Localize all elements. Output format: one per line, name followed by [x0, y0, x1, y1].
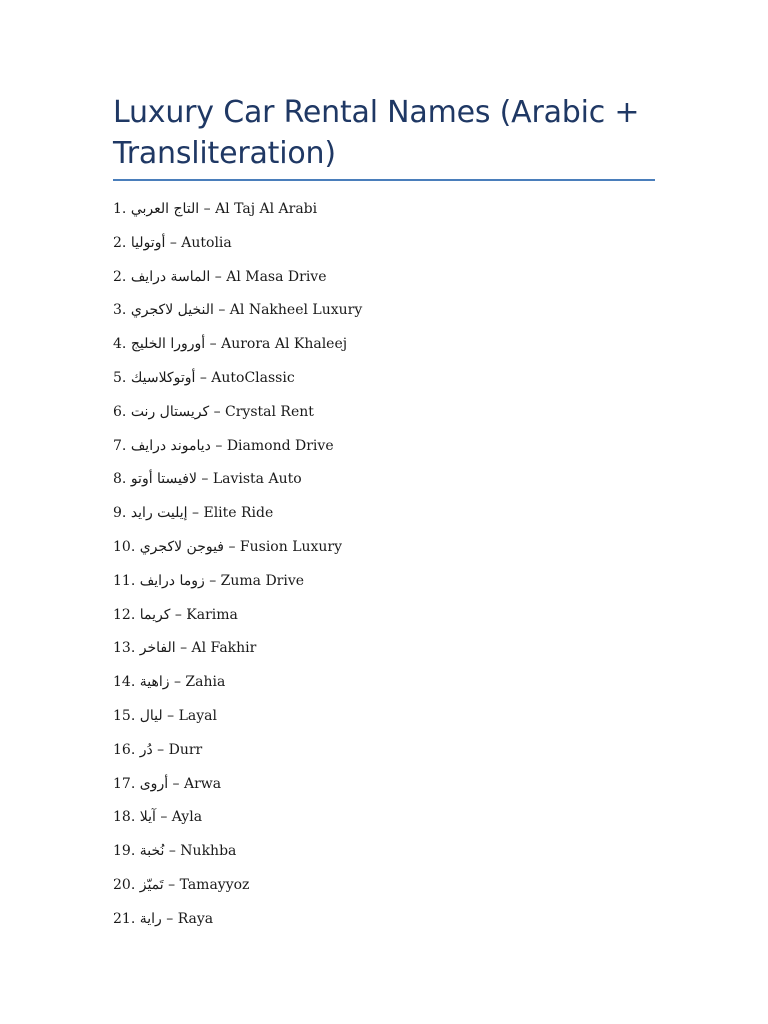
- item-number: 16.: [113, 741, 136, 758]
- arabic-name: لافيستا أوتو: [130, 471, 197, 488]
- item-number: 2.: [113, 234, 127, 251]
- arabic-name: زاهية: [139, 674, 170, 691]
- dash-separator: –: [174, 606, 182, 623]
- item-number: 2.: [113, 268, 127, 285]
- list-item: [113, 740, 655, 774]
- arabic-name: الفاخر: [139, 640, 176, 657]
- transliteration: Karima: [186, 606, 238, 623]
- dash-separator: –: [167, 707, 175, 724]
- dash-separator: –: [201, 471, 209, 488]
- transliteration: Arwa: [184, 775, 222, 792]
- arabic-name: كريما: [139, 606, 171, 623]
- dash-separator: –: [209, 572, 217, 589]
- dash-separator: –: [157, 741, 165, 758]
- list-item: [113, 503, 655, 537]
- arabic-name: إيليت رايد: [130, 505, 188, 522]
- item-number: 14.: [113, 674, 136, 691]
- dash-separator: –: [172, 775, 180, 792]
- document-page: [113, 92, 655, 943]
- transliteration: Raya: [177, 910, 214, 927]
- dash-separator: –: [213, 403, 221, 420]
- arabic-name: أوتوكلاسيك: [130, 369, 196, 386]
- list-item: [113, 605, 655, 639]
- arabic-name: كريستال رنت: [130, 403, 210, 420]
- list-item: [113, 300, 655, 334]
- transliteration: Al Masa Drive: [226, 268, 327, 285]
- transliteration: Tamayyoz: [179, 876, 250, 893]
- dash-separator: –: [228, 538, 236, 555]
- item-number: 8.: [113, 471, 127, 488]
- item-number: 21.: [113, 910, 136, 927]
- list-item: [113, 672, 655, 706]
- dash-separator: –: [166, 910, 174, 927]
- arabic-name: ليال: [139, 707, 163, 724]
- dash-separator: –: [180, 640, 188, 657]
- item-number: 19.: [113, 843, 136, 860]
- transliteration: Durr: [168, 741, 203, 758]
- item-number: 17.: [113, 775, 136, 792]
- item-number: 3.: [113, 302, 127, 319]
- item-number: 10.: [113, 538, 136, 555]
- item-number: 11.: [113, 572, 136, 589]
- arabic-name: آيلا: [139, 809, 156, 826]
- list-item: [113, 334, 655, 368]
- arabic-name: أروى: [139, 775, 169, 792]
- transliteration: Diamond Drive: [226, 437, 334, 454]
- item-number: 20.: [113, 876, 136, 893]
- dash-separator: –: [169, 234, 177, 251]
- item-number: 13.: [113, 640, 136, 657]
- list-item: [113, 875, 655, 909]
- transliteration: AutoClassic: [211, 369, 295, 386]
- transliteration: Layal: [178, 707, 217, 724]
- transliteration: Zuma Drive: [220, 572, 305, 589]
- transliteration: Fusion Luxury: [239, 538, 343, 555]
- dash-separator: –: [199, 369, 207, 386]
- list-item: [113, 807, 655, 841]
- list-item: [113, 774, 655, 808]
- name-list: [113, 199, 655, 943]
- arabic-name: أوتوليا: [130, 234, 166, 251]
- list-item: [113, 267, 655, 301]
- list-item: [113, 436, 655, 470]
- transliteration: Al Nakheel Luxury: [229, 302, 363, 319]
- transliteration: Crystal Rent: [225, 403, 314, 420]
- dash-separator: –: [209, 336, 217, 353]
- list-item: [113, 199, 655, 233]
- item-number: 15.: [113, 707, 136, 724]
- arabic-name: النخيل لاكجري: [130, 302, 214, 319]
- title-underline: [113, 179, 655, 181]
- dash-separator: –: [214, 268, 222, 285]
- arabic-name: تَميّز: [139, 876, 164, 893]
- dash-separator: –: [218, 302, 226, 319]
- item-number: 9.: [113, 505, 127, 522]
- transliteration: Aurora Al Khaleej: [221, 336, 348, 353]
- list-item: [113, 841, 655, 875]
- list-item: [113, 537, 655, 571]
- item-number: 6.: [113, 403, 127, 420]
- dash-separator: –: [192, 505, 200, 522]
- list-item: [113, 233, 655, 267]
- dash-separator: –: [173, 674, 181, 691]
- item-number: 5.: [113, 369, 127, 386]
- item-number: 12.: [113, 606, 136, 623]
- list-item: [113, 909, 655, 943]
- item-number: 4.: [113, 336, 127, 353]
- arabic-name: زوما درايف: [139, 572, 205, 589]
- arabic-name: نُخبة: [139, 843, 165, 860]
- item-number: 1.: [113, 201, 127, 217]
- transliteration: Zahia: [185, 674, 226, 691]
- dash-separator: –: [160, 809, 168, 826]
- arabic-name: دُر: [139, 741, 153, 758]
- page-title: Luxury Car Rental Names (Arabic + Transliteration): [113, 95, 640, 171]
- dash-separator: –: [215, 437, 223, 454]
- list-item: [113, 571, 655, 605]
- list-item: [113, 706, 655, 740]
- arabic-name: دياموند درايف: [130, 437, 211, 454]
- list-item: [113, 638, 655, 672]
- transliteration: Al Fakhir: [191, 640, 257, 657]
- transliteration: Elite Ride: [203, 505, 274, 522]
- arabic-name: فيوجن لاكجري: [139, 538, 224, 555]
- item-number: 7.: [113, 437, 127, 454]
- dash-separator: –: [168, 876, 176, 893]
- transliteration: Lavista Auto: [212, 471, 302, 488]
- arabic-name: راية: [139, 910, 162, 927]
- arabic-name: أورورا الخليج: [130, 336, 206, 353]
- transliteration: Nukhba: [180, 843, 237, 860]
- transliteration: Ayla: [171, 809, 203, 826]
- list-item: [113, 469, 655, 503]
- dash-separator: –: [203, 201, 211, 217]
- item-number: 18.: [113, 809, 136, 826]
- list-item: [113, 402, 655, 436]
- dash-separator: –: [168, 843, 176, 860]
- arabic-name: الماسة درايف: [130, 268, 211, 285]
- transliteration: Autolia: [181, 234, 232, 251]
- arabic-name: التاج العربي: [130, 201, 200, 217]
- list-item: [113, 368, 655, 402]
- transliteration: Al Taj Al Arabi: [215, 201, 318, 217]
